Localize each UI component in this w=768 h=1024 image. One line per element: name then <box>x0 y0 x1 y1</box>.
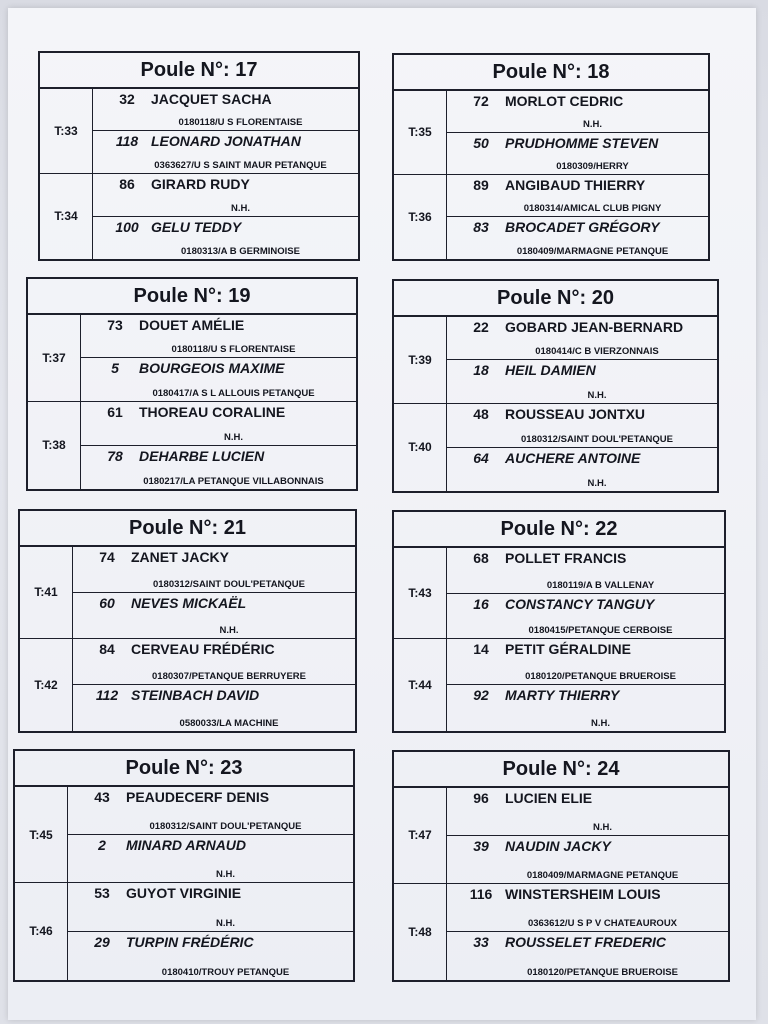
match-row <box>394 91 708 175</box>
poule-title: Poule N°: 20 <box>394 281 717 317</box>
player-name: BOURGEOIS MAXIME <box>139 360 285 377</box>
player-club: 0180414/C B VIERZONNAIS <box>535 346 659 358</box>
player-name: ROUSSEAU JONTXU <box>505 405 646 422</box>
player-row <box>447 594 724 639</box>
player-name: DOUET AMÉLIE <box>139 317 245 333</box>
player-number: 72 <box>473 93 489 109</box>
player-name: MINARD ARNAUD <box>126 837 247 853</box>
poule-title: Poule N°: 21 <box>20 511 355 547</box>
player-club: 0180118/U S FLORENTAISE <box>178 117 303 129</box>
players-column <box>447 639 724 731</box>
player-number: 78 <box>107 447 123 464</box>
player-row <box>447 217 708 259</box>
player-number: 89 <box>473 176 489 193</box>
match-row <box>28 402 356 489</box>
table-number: T:46 <box>15 883 68 980</box>
player-name: ANGIBAUD THIERRY <box>505 176 646 193</box>
match-row <box>394 317 717 404</box>
table-number: T:41 <box>20 547 73 638</box>
match-row <box>40 174 358 259</box>
player-name: THOREAU CORALINE <box>139 403 286 420</box>
player-row <box>447 448 717 491</box>
player-name: GOBARD JEAN-BERNARD <box>505 319 684 335</box>
player-number: 29 <box>94 933 110 950</box>
player-name: AUCHERE ANTOINE <box>505 449 641 466</box>
match-row <box>394 788 728 884</box>
player-name: LEONARD JONATHAN <box>151 133 301 150</box>
match-row <box>394 548 724 639</box>
players-column <box>81 402 356 489</box>
player-name: ROUSSELET FREDERIC <box>505 934 667 950</box>
player-club: 0180307/PETANQUE BERRUYERE <box>152 671 306 682</box>
table-number: T:36 <box>394 175 447 259</box>
match-row <box>15 883 353 980</box>
players-column <box>447 548 724 638</box>
players-column <box>447 788 728 883</box>
player-number: 92 <box>473 687 489 704</box>
player-number: 32 <box>119 91 135 107</box>
paper-sheet <box>8 8 756 1020</box>
players-column <box>73 639 355 731</box>
player-number: 64 <box>473 449 489 466</box>
player-name: NEVES MICKAËL <box>131 594 247 611</box>
player-name: POLLET FRANCIS <box>505 550 627 566</box>
player-club: 0180415/PETANQUE CERBOISE <box>528 625 673 636</box>
players-column <box>81 315 356 401</box>
player-number: 16 <box>473 595 489 612</box>
player-number: 86 <box>119 175 135 192</box>
player-row <box>68 932 353 980</box>
table-number: T:39 <box>394 317 447 403</box>
table-number: T:42 <box>20 639 73 731</box>
poule-box <box>26 277 358 491</box>
player-club: 0363612/U S P V CHATEAUROUX <box>527 918 678 929</box>
player-row <box>93 217 358 259</box>
player-name: WINSTERSHEIM LOUIS <box>505 885 661 902</box>
table-number: T:33 <box>40 89 93 173</box>
players-column <box>447 175 708 259</box>
poule-box <box>392 53 710 261</box>
player-name: ZANET JACKY <box>131 549 230 565</box>
player-row <box>447 788 728 836</box>
player-number: 50 <box>473 134 489 151</box>
players-column <box>68 883 353 980</box>
player-club: N.H. <box>591 717 610 729</box>
player-number: 33 <box>473 934 489 950</box>
player-club: N.H. <box>587 389 607 401</box>
table-number: T:43 <box>394 548 447 638</box>
table-number: T:45 <box>15 787 68 882</box>
player-club: N.H. <box>593 821 612 833</box>
player-number: 61 <box>107 403 123 420</box>
players-column <box>93 174 358 259</box>
player-row <box>68 787 353 835</box>
player-club: 0580033/LA MACHINE <box>179 717 279 729</box>
match-row <box>20 639 355 731</box>
player-name: BROCADET GRÉGORY <box>505 219 660 235</box>
player-row <box>447 548 724 594</box>
player-row <box>73 593 355 638</box>
player-row <box>447 360 717 402</box>
player-club: 0180309/HERRY <box>556 160 629 172</box>
player-number: 112 <box>95 687 119 703</box>
match-row <box>394 884 728 980</box>
player-number: 18 <box>473 362 489 379</box>
player-number: 68 <box>473 550 489 566</box>
table-number: T:48 <box>394 884 447 980</box>
player-row <box>447 91 708 133</box>
poule-box <box>392 750 730 982</box>
player-row <box>447 317 717 360</box>
player-club: N.H. <box>587 477 607 489</box>
player-row <box>73 685 355 731</box>
player-club: 0180410/TROUY PETANQUE <box>161 966 290 978</box>
player-name: HEIL DAMIEN <box>505 362 596 379</box>
players-column <box>447 884 728 980</box>
player-number: 43 <box>94 789 110 805</box>
player-row <box>447 404 717 448</box>
player-row <box>68 883 353 932</box>
player-name: PRUDHOMME STEVEN <box>505 134 659 151</box>
player-club: 0180120/PETANQUE BRUEROISE <box>527 966 678 978</box>
poule-box <box>38 51 360 261</box>
players-column <box>447 317 717 403</box>
poule-title: Poule N°: 17 <box>40 53 358 89</box>
player-row <box>447 133 708 174</box>
player-number: 2 <box>98 837 106 853</box>
player-row <box>73 639 355 686</box>
player-club: N.H. <box>219 624 239 636</box>
match-row <box>394 404 717 491</box>
player-number: 5 <box>111 360 119 377</box>
player-number: 73 <box>107 317 123 333</box>
player-name: PETIT GÉRALDINE <box>505 641 632 657</box>
player-club: 0180314/AMICAL CLUB PIGNY <box>523 203 662 214</box>
player-name: GELU TEDDY <box>151 218 242 235</box>
player-club: 0180409/MARMAGNE PETANQUE <box>526 869 679 881</box>
player-name: DEHARBE LUCIEN <box>139 447 265 464</box>
player-number: 39 <box>473 837 489 854</box>
player-row <box>81 402 356 446</box>
player-name: CONSTANCY TANGUY <box>505 595 655 612</box>
poule-title: Poule N°: 24 <box>394 752 728 788</box>
player-row <box>81 315 356 358</box>
player-row <box>93 131 358 172</box>
player-name: TURPIN FRÉDÉRIC <box>126 933 254 950</box>
player-name: LUCIEN ELIE <box>505 790 593 806</box>
poule-title: Poule N°: 19 <box>28 279 356 315</box>
player-name: GIRARD RUDY <box>151 175 250 192</box>
player-name: MORLOT CEDRIC <box>505 93 624 109</box>
match-row <box>20 547 355 639</box>
player-name: JACQUET SACHA <box>151 91 272 107</box>
player-row <box>447 884 728 933</box>
player-name: MARTY THIERRY <box>505 687 620 704</box>
player-row <box>73 547 355 593</box>
player-club: 0180417/A S L ALLOUIS PETANQUE <box>152 387 315 399</box>
table-number: T:35 <box>394 91 447 174</box>
player-row <box>81 358 356 400</box>
match-row <box>394 639 724 731</box>
poule-box <box>18 509 357 733</box>
player-number: 96 <box>473 790 489 806</box>
player-club: 0180409/MARMAGNE PETANQUE <box>516 245 669 257</box>
player-row <box>447 685 724 730</box>
player-number: 116 <box>469 885 493 902</box>
players-column <box>447 404 717 491</box>
table-number: T:34 <box>40 174 93 259</box>
player-club: N.H. <box>583 118 602 130</box>
poule-title: Poule N°: 18 <box>394 55 708 91</box>
table-number: T:38 <box>28 402 81 489</box>
table-number: T:37 <box>28 315 81 401</box>
match-row <box>394 175 708 259</box>
player-name: PEAUDECERF DENIS <box>126 789 270 805</box>
player-club: N.H. <box>216 869 235 880</box>
match-row <box>15 787 353 883</box>
match-row <box>40 89 358 174</box>
player-row <box>447 639 724 685</box>
players-column <box>68 787 353 882</box>
player-row <box>447 175 708 218</box>
player-club: 0180119/A B VALLENAY <box>546 579 655 591</box>
player-row <box>68 835 353 882</box>
player-number: 14 <box>473 641 489 657</box>
player-number: 83 <box>473 219 489 235</box>
poule-title: Poule N°: 22 <box>394 512 724 548</box>
player-number: 74 <box>99 549 115 565</box>
player-number: 84 <box>99 640 115 657</box>
player-number: 22 <box>473 319 489 335</box>
player-club: 0180312/SAINT DOUL'PETANQUE <box>520 433 673 445</box>
player-name: NAUDIN JACKY <box>505 837 611 854</box>
player-club: 0363627/U S SAINT MAUR PETANQUE <box>154 159 327 171</box>
player-club: N.H. <box>231 202 250 214</box>
player-number: 48 <box>473 405 489 422</box>
match-row <box>28 315 356 402</box>
player-club: 0180120/PETANQUE BRUEROISE <box>525 671 676 683</box>
player-row <box>447 932 728 980</box>
table-number: T:44 <box>394 639 447 731</box>
player-number: 118 <box>115 133 139 150</box>
player-club: 0180312/SAINT DOUL'PETANQUE <box>149 821 302 832</box>
player-club: 0180217/LA PETANQUE VILLABONNAIS <box>143 475 324 487</box>
poule-box <box>392 279 719 493</box>
player-club: 0180118/U S FLORENTAISE <box>171 344 296 356</box>
player-club: N.H. <box>224 431 243 443</box>
players-column <box>73 547 355 638</box>
player-row <box>81 446 356 489</box>
player-number: 100 <box>115 218 139 235</box>
player-row <box>93 89 358 131</box>
poule-box <box>13 749 355 982</box>
players-column <box>447 91 708 174</box>
player-row <box>447 836 728 883</box>
player-club: 0180312/SAINT DOUL'PETANQUE <box>152 578 305 590</box>
poule-title: Poule N°: 23 <box>15 751 353 787</box>
player-name: GUYOT VIRGINIE <box>126 885 242 901</box>
player-row <box>93 174 358 217</box>
player-number: 60 <box>99 594 115 611</box>
player-name: CERVEAU FRÉDÉRIC <box>131 640 275 657</box>
table-number: T:47 <box>394 788 447 883</box>
poule-box <box>392 510 726 733</box>
player-name: STEINBACH DAVID <box>131 687 260 703</box>
player-club: 0180313/A B GERMINOISE <box>181 245 300 257</box>
players-column <box>93 89 358 173</box>
table-number: T:40 <box>394 404 447 491</box>
player-number: 53 <box>94 885 110 901</box>
player-club: N.H. <box>216 917 235 929</box>
